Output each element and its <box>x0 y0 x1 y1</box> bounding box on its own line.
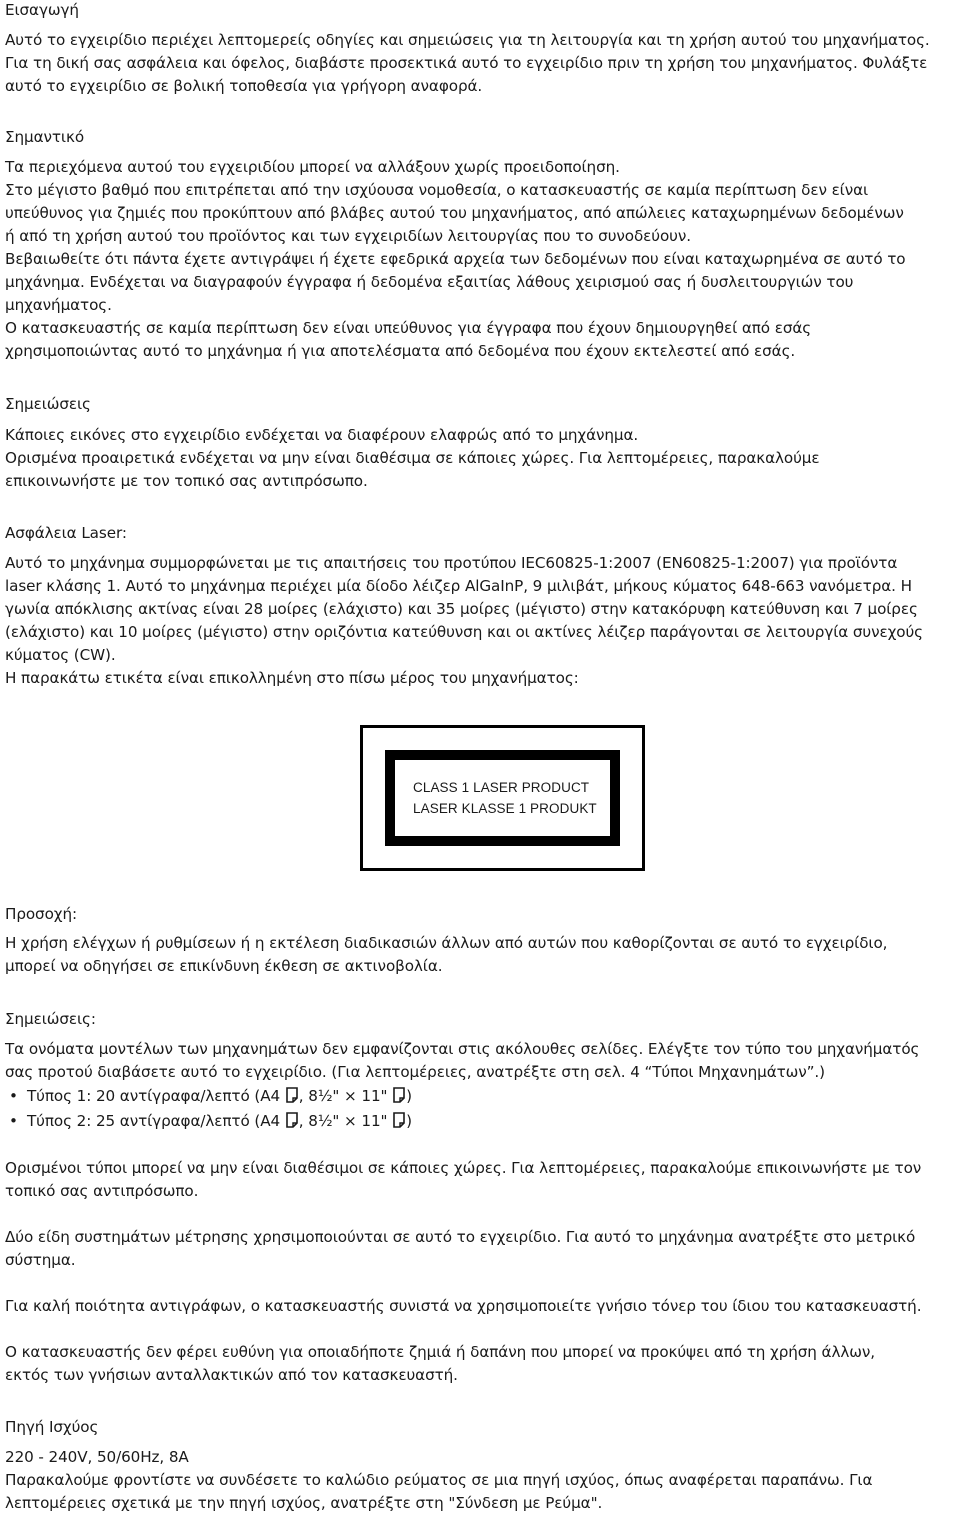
power-line: Παρακαλούμε φροντίστε να συνδέσετε το καλώδιο ρεύματος σε μια πηγή ισχύος, όπως αναφέρεται παραπάνω. Για <box>5 1471 873 1489</box>
important-line: Ο κατασκευαστής σε καμία περίπτωση δεν είναι υπεύθυνος για έγγραφα που έχουν δημιουργηθεί από εσάς <box>5 319 812 337</box>
paper-portrait-icon <box>286 1087 298 1103</box>
important-line: Στο μέγιστο βαθμό που επιτρέπεται από την ισχύουσα νομοθεσία, ο κατασκευαστής σε καμία περίπτωση δεν είναι <box>5 181 869 199</box>
important-line: μηχανήματος. <box>5 296 112 314</box>
type2-close: ) <box>406 1112 412 1130</box>
list-item-type2 <box>5 1110 412 1133</box>
notes-line: επικοινωνήστε με τον τοπικό σας αντιπρόσωπο. <box>5 472 368 490</box>
notes-line: Κάποιες εικόνες στο εγχειρίδιο ενδέχεται να διαφέρουν ελαφρώς από το μηχάνημα. <box>5 426 639 444</box>
section-heading-intro: Εισαγωγή <box>5 1 79 19</box>
laser-line: γωνία απόκλισης ακτίνας είναι 28 μοίρες (ελάχιστο) και 35 μοίρες (μέγιστο) στην κατακόρυφη κατεύθυνση και 7 μοίρες <box>5 600 918 618</box>
type2-text: Τύπος 2: 25 αντίγραφα/λεπτό (A4 <box>27 1112 281 1130</box>
section-heading-caution: Προσοχή: <box>5 905 77 923</box>
intro-line: αυτό το εγχειρίδιο σε βολική τοποθεσία για γρήγορη αναφορά. <box>5 77 483 95</box>
bullet-icon: • <box>9 1112 18 1130</box>
notes2-line: Τα ονόματα μοντέλων των μηχανημάτων δεν εμφανίζονται στις ακόλουθες σελίδες. Ελέγξτε τον τύπο του μηχανήματός <box>5 1040 920 1058</box>
notes2-para: εκτός των γνήσιων ανταλλακτικών από τον κατασκευαστή. <box>5 1366 458 1384</box>
section-heading-power: Πηγή Ισχύος <box>5 1418 99 1436</box>
important-line: μηχάνημα. Ενδέχεται να διαγραφούν έγγραφα ή δεδομένα εξαιτίας λάθους χειρισμού σας ή δυσλειτουργιών του <box>5 273 854 291</box>
type1-close: ) <box>406 1087 412 1105</box>
laser-label-line2: LASER KLASSE 1 PRODUKT <box>413 801 597 816</box>
list-item-type1 <box>5 1085 412 1108</box>
notes2-para: Ο κατασκευαστής δεν φέρει ευθύνη για οποιαδήποτε ζημιά ή δαπάνη που μπορεί να προκύψει από τη χρήση άλλων, <box>5 1343 875 1361</box>
section-heading-notes2: Σημειώσεις: <box>5 1010 96 1028</box>
section-heading-notes: Σημειώσεις <box>5 395 91 413</box>
laser-line: Αυτό το μηχάνημα συμμορφώνεται με τις απαιτήσεις του προτύπου IEC60825-1:2007 (EN60825-1:2007) για προϊόντα <box>5 554 898 572</box>
notes2-para: τοπικό σας αντιπρόσωπο. <box>5 1182 199 1200</box>
paper-portrait-icon <box>393 1112 405 1128</box>
laser-line: Η παρακάτω ετικέτα είναι επικολλημένη στο πίσω μέρος του μηχανήματος: <box>5 669 579 687</box>
laser-label-line1: CLASS 1 LASER PRODUCT <box>413 780 590 795</box>
important-line: Τα περιεχόμενα αυτού του εγχειριδίου μπορεί να αλλάξουν χωρίς προειδοποίηση. <box>5 158 620 176</box>
laser-line: laser κλάσης 1. Αυτό το μηχάνημα περιέχει μία δίοδο λέιζερ AlGaInP, 9 μιλιβάτ, μήκους κύματος 648-663 νανόμετρα. Η <box>5 577 912 595</box>
laser-line: κύματος (CW). <box>5 646 116 664</box>
important-line: χρησιμοποιώντας αυτό το μηχάνημα ή για αποτελέσματα από δεδομένα που έχουν εκτελεστεί από εσάς. <box>5 342 796 360</box>
type1-text: Τύπος 1: 20 αντίγραφα/λεπτό (A4 <box>27 1087 281 1105</box>
intro-line: Αυτό το εγχειρίδιο περιέχει λεπτομερείς οδηγίες και σημειώσεις για τη λειτουργία και τη χρήση αυτού του μηχανήματος. <box>5 31 930 49</box>
type1-letter: , 8½" × 11" <box>298 1087 388 1105</box>
important-line: υπεύθυνος για ζημιές που προκύπτουν από βλάβες αυτού του μηχανήματος, από απώλειες καταχωρημένων δεδομένων <box>5 204 904 222</box>
notes2-para: Ορισμένοι τύποι μπορεί να μην είναι διαθέσιμοι σε κάποιες χώρες. Για λεπτομέρειες, παρακαλούμε επικοινωνήστε με τον <box>5 1159 922 1177</box>
section-heading-important: Σημαντικό <box>5 128 85 146</box>
section-heading-laser-safety: Ασφάλεια Laser: <box>5 524 127 542</box>
laser-class-label <box>360 725 645 871</box>
power-line: 220 - 240V, 50/60Hz, 8A <box>5 1448 189 1466</box>
notes2-para: Για καλή ποιότητα αντιγράφων, ο κατασκευαστής συνιστά να χρησιμοποιείτε γνήσιο τόνερ του ίδιου του κατασκευαστή. <box>5 1297 922 1315</box>
type2-letter: , 8½" × 11" <box>298 1112 388 1130</box>
notes2-para: Δύο είδη συστημάτων μέτρησης χρησιμοποιούνται σε αυτό το εγχειρίδιο. Για αυτό το μηχάνημα ανατρέξτε στο μετρικό <box>5 1228 916 1246</box>
important-line: ή από τη χρήση αυτού του προϊόντος και των εγχειριδίων λειτουργίας που το συνοδεύουν. <box>5 227 691 245</box>
paper-portrait-icon <box>393 1087 405 1103</box>
notes-line: Ορισμένα προαιρετικά ενδέχεται να μην είναι διαθέσιμα σε κάποιες χώρες. Για λεπτομέρειες, παρακαλούμε <box>5 449 820 467</box>
notes2-para: σύστημα. <box>5 1251 76 1269</box>
caution-line: μπορεί να οδηγήσει σε επικίνδυνη έκθεση σε ακτινοβολία. <box>5 957 443 975</box>
laser-label-frame <box>385 750 620 846</box>
caution-line: Η χρήση ελέγχων ή ρυθμίσεων ή η εκτέλεση διαδικασιών άλλων από αυτών που καθορίζονται σε αυτό το εγχειρίδιο, <box>5 934 888 952</box>
paper-portrait-icon <box>286 1112 298 1128</box>
bullet-icon: • <box>9 1087 18 1105</box>
power-line: λεπτομέρειες σχετικά με την πηγή ισχύος, ανατρέξτε στη "Σύνδεση με Ρεύμα". <box>5 1494 603 1512</box>
notes2-line: σας προτού διαβάσετε αυτό το εγχειρίδιο. (Για λεπτομέρειες, ανατρέξτε στη σελ. 4 “Τύποι Μηχανημάτων”.) <box>5 1063 825 1081</box>
laser-line: (ελάχιστο) και 10 μοίρες (μέγιστο) στην οριζόντια κατεύθυνση και οι ακτίνες λέιζερ παράγονται σε λειτουργία συνεχούς <box>5 623 923 641</box>
intro-line: Για τη δική σας ασφάλεια και όφελος, διαβάστε προσεκτικά αυτό το εγχειρίδιο πριν τη χρήση του μηχανήματος. Φυλάξτε <box>5 54 928 72</box>
important-line: Βεβαιωθείτε ότι πάντα έχετε αντιγράψει ή έχετε εφεδρικά αρχεία των δεδομένων που είναι καταχωρημένα σε αυτό το <box>5 250 906 268</box>
